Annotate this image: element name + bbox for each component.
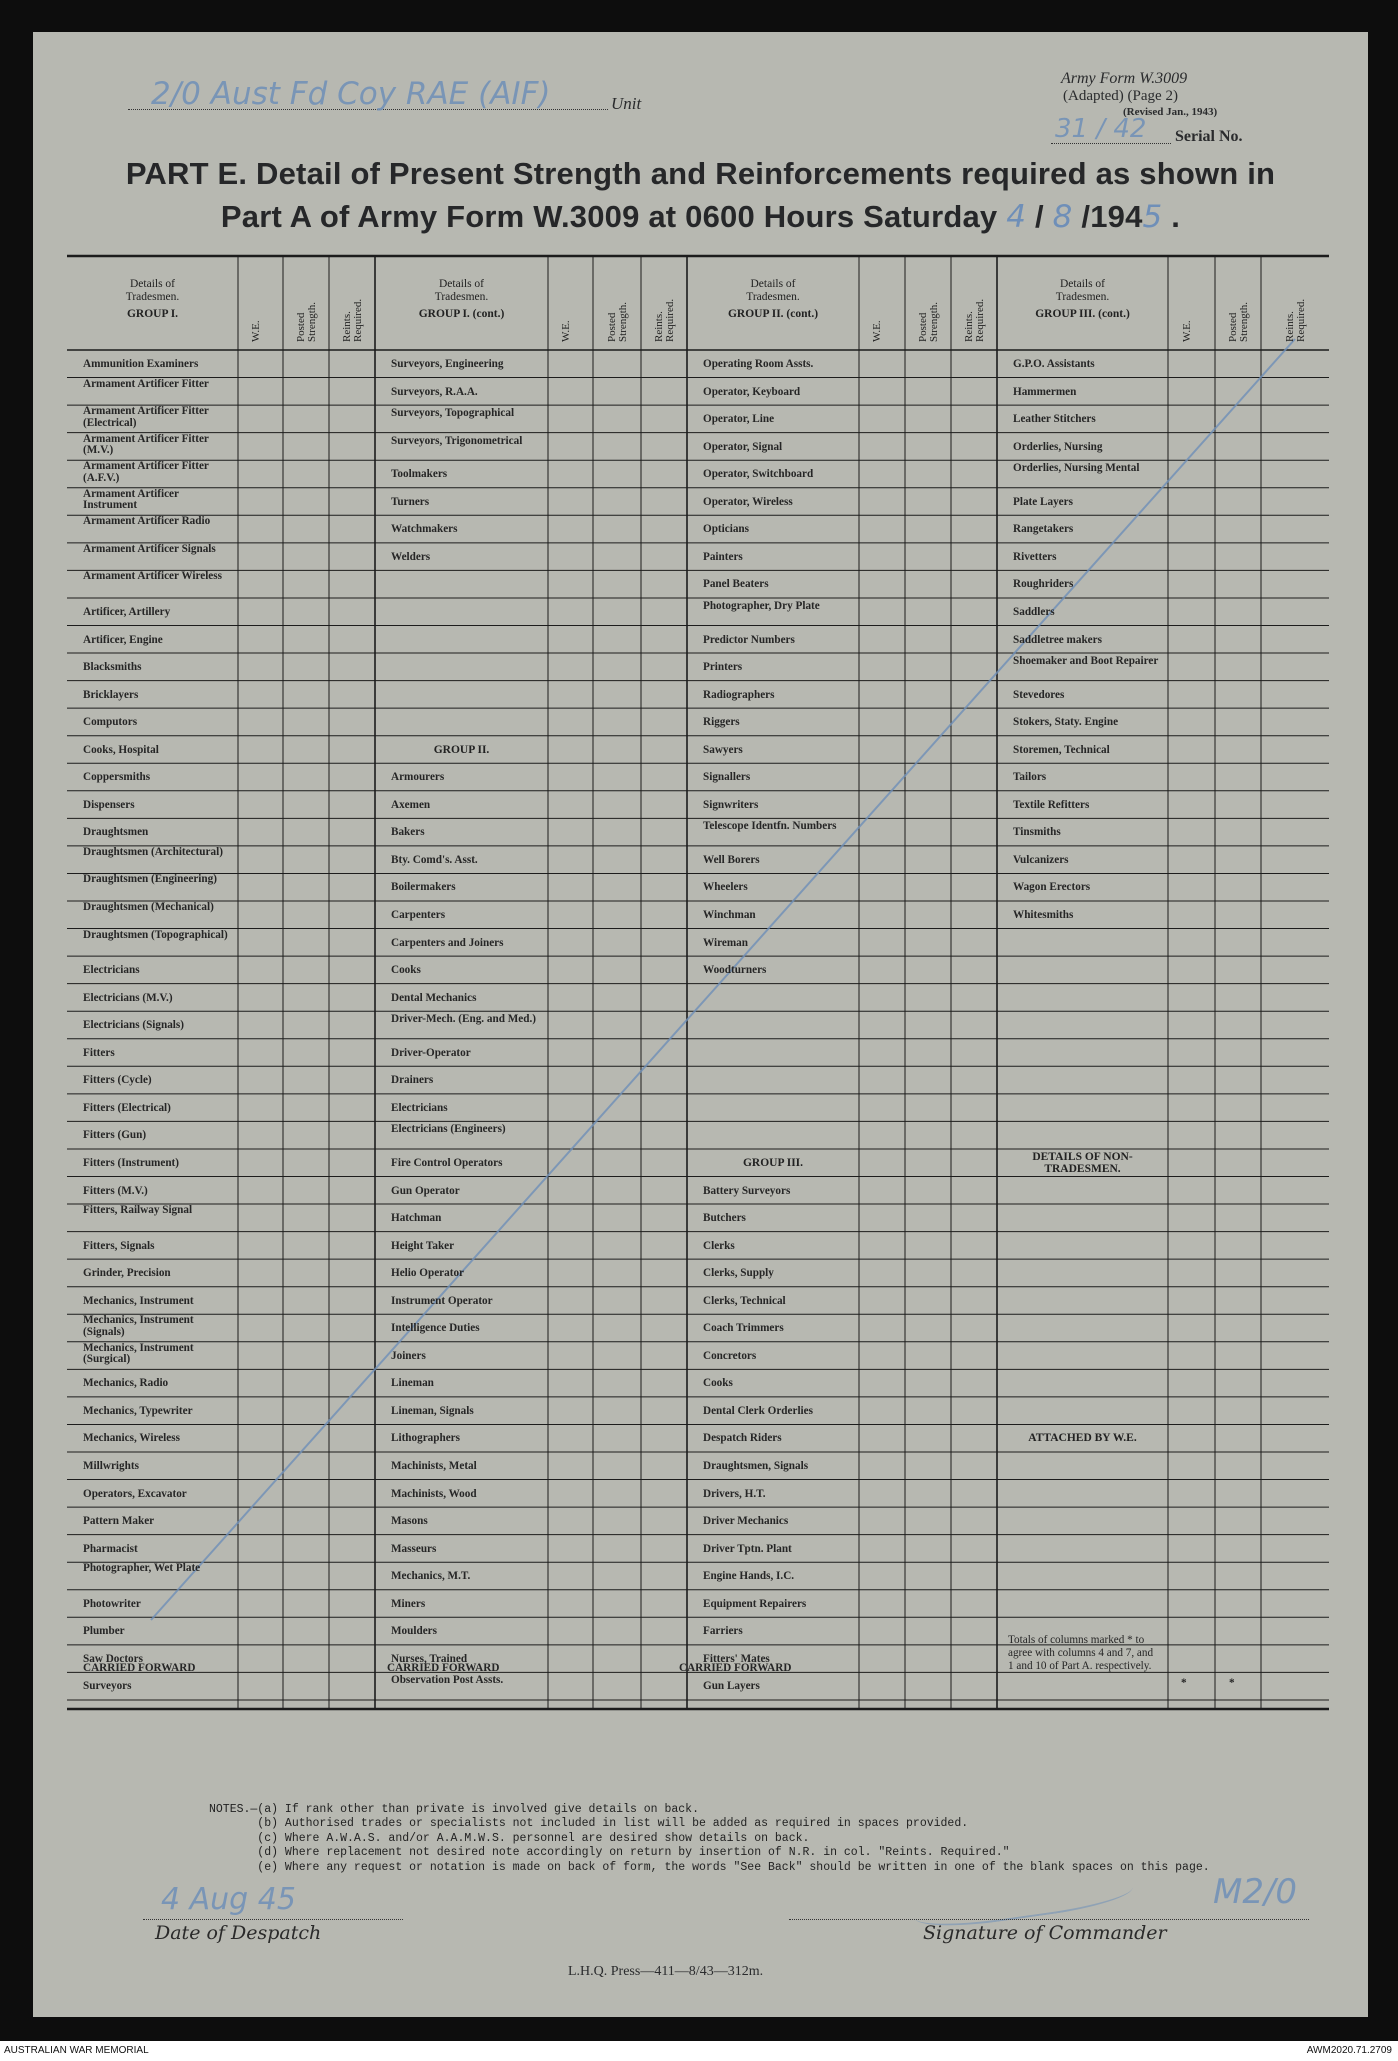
trade-row-label: Gun Operator bbox=[391, 1184, 460, 1197]
trade-row-label: Boilermakers bbox=[391, 881, 456, 894]
trade-row-label: Clerks, Supply bbox=[703, 1267, 774, 1280]
trade-row-label: Fitters (Electrical) bbox=[83, 1101, 171, 1114]
group1-header-line: Tradesmen. bbox=[125, 291, 180, 303]
trade-row-label: Vulcanizers bbox=[1013, 853, 1069, 866]
group3cont-header-line: Details of bbox=[1059, 278, 1106, 290]
trade-row-label: Drainers bbox=[391, 1074, 434, 1087]
archive-footer bbox=[0, 2041, 1398, 2061]
group3cont-reints-header: Reints. Required. bbox=[1284, 298, 1307, 342]
form-id-line2: (Adapted) (Page 2) bbox=[1063, 88, 1178, 104]
trade-row-label: Signallers bbox=[703, 771, 751, 784]
trade-row-label: Battery Surveyors bbox=[703, 1184, 791, 1197]
date-line bbox=[143, 1918, 403, 1920]
form-id-line1: Army Form W.3009 bbox=[1061, 70, 1188, 87]
trade-row-label: Machinists, Wood bbox=[391, 1487, 477, 1500]
footer-right: AWM2020.71.2709 bbox=[1306, 2045, 1392, 2056]
trade-row-label: Grinder, Precision bbox=[83, 1267, 171, 1280]
trade-row-label: Instrument Operator bbox=[391, 1294, 493, 1307]
trade-row-label: Stevedores bbox=[1013, 688, 1065, 701]
trade-row-label: Shoemaker and Boot Repairer bbox=[1013, 655, 1159, 668]
group1-posted-header: Posted Strength. bbox=[295, 301, 318, 342]
trade-row-label: Moulders bbox=[391, 1625, 437, 1638]
trade-row-label: Radiographers bbox=[703, 688, 775, 701]
trade-row-label: Cooks bbox=[391, 964, 421, 977]
trade-row-label: Armament Artificer Fitter bbox=[83, 378, 209, 390]
trade-row-label: Masseurs bbox=[391, 1542, 437, 1555]
trade-row-label: Saw Doctors bbox=[83, 1652, 143, 1665]
trade-row-label: Operating Room Assts. bbox=[703, 358, 814, 370]
group-heading: GROUP III. bbox=[742, 1156, 804, 1169]
trade-row-label: Driver-Mech. (Eng. and Med.) bbox=[391, 1013, 536, 1026]
trade-row-label: Draughtsmen (Engineering) bbox=[83, 874, 217, 886]
trade-row-label: Helio Operator bbox=[391, 1267, 465, 1280]
date-month: 8 bbox=[1052, 199, 1073, 235]
group2cont-we-header: W.E. bbox=[871, 320, 883, 342]
trade-row-label: Fitters' Mates bbox=[703, 1652, 770, 1665]
date-sep: / bbox=[1034, 199, 1044, 234]
trade-row-label: Well Borers bbox=[703, 853, 760, 866]
trade-row-label: Mechanics, M.T. bbox=[391, 1570, 471, 1583]
trade-row-label: Lineman bbox=[391, 1377, 434, 1390]
trade-row-label: G.P.O. Assistants bbox=[1013, 358, 1095, 370]
trade-row-label: Clerks bbox=[703, 1239, 735, 1252]
trade-row-label: Machinists, Metal bbox=[391, 1460, 477, 1472]
note-e: (e) Where any request or notation is made on back of form, the words "See Back" should be written in one of the blank spaces on this page. bbox=[209, 1860, 1210, 1874]
group-heading: GROUP II. bbox=[433, 743, 490, 756]
group2cont-header-line: Details of bbox=[750, 278, 796, 290]
trade-row-label: Electricians (Engineers) bbox=[391, 1123, 506, 1136]
trade-row-label: Wireman bbox=[703, 936, 748, 949]
trade-row-label: Opticians bbox=[703, 523, 750, 536]
trade-row-label: Miners bbox=[391, 1597, 426, 1610]
trade-row-label: Fitters (Cycle) bbox=[83, 1074, 152, 1087]
form-sheet bbox=[33, 32, 1368, 2017]
trade-row-label: Draughtsmen bbox=[83, 826, 149, 839]
trade-row-label: Saddlers bbox=[1013, 605, 1055, 618]
trade-row-label: Observation Post Assts. bbox=[391, 1674, 504, 1687]
trade-row-label: Mechanics, Instrument bbox=[83, 1294, 194, 1307]
trade-row-label: Electricians bbox=[391, 1101, 448, 1114]
trade-row-label: Surveyors, Trigonometrical bbox=[391, 434, 523, 447]
date-year-hand: 5 bbox=[1142, 199, 1163, 235]
trade-row-label: Blacksmiths bbox=[83, 661, 142, 674]
group1cont-posted-header: Posted Strength. bbox=[606, 301, 629, 342]
trade-row-label: Millwrights bbox=[83, 1460, 139, 1472]
trade-row-label: Orderlies, Nursing Mental bbox=[1013, 462, 1140, 475]
trade-row-label: Mechanics, Instrument (Surgical) bbox=[83, 1342, 194, 1366]
trade-row-label: Operators, Excavator bbox=[83, 1487, 187, 1500]
trade-row-label: Electricians (Signals) bbox=[83, 1019, 184, 1032]
carried-forward-1: CARRIED FORWARD bbox=[83, 1662, 196, 1674]
trade-row-label: Welders bbox=[391, 550, 431, 563]
trade-row-label: Dental Clerk Orderlies bbox=[703, 1404, 813, 1417]
group1-header-line: GROUP I. bbox=[126, 308, 179, 320]
trade-row-label: Surveyors, Engineering bbox=[391, 358, 504, 370]
trade-row-label: Joiners bbox=[391, 1349, 426, 1362]
group1-we-header: W.E. bbox=[249, 320, 262, 342]
trade-row-label: Pattern Maker bbox=[83, 1515, 155, 1528]
trade-row-label: Bakers bbox=[391, 826, 425, 839]
trade-row-label: Bricklayers bbox=[83, 688, 139, 701]
trade-row-label: Whitesmiths bbox=[1013, 909, 1074, 921]
trade-row-label: Armament Artificer Fitter (M.V.) bbox=[83, 433, 209, 457]
trade-row-label: Masons bbox=[391, 1515, 428, 1528]
trade-row-label: Engine Hands, I.C. bbox=[703, 1570, 795, 1583]
trade-row-label: Riggers bbox=[703, 716, 740, 729]
note-c: (c) Where A.W.A.S. and/or A.A.M.W.S. personnel are desired show details on back. bbox=[209, 1831, 810, 1845]
trade-row-label: Equipment Repairers bbox=[703, 1597, 807, 1610]
trade-row-label: Cooks bbox=[703, 1377, 733, 1390]
date-year: /194 bbox=[1081, 199, 1143, 234]
trade-row-label: Ammunition Examiners bbox=[83, 358, 199, 370]
trade-row-label: Plate Layers bbox=[1013, 495, 1073, 508]
trade-row-label: Printers bbox=[703, 661, 743, 674]
trade-row-label: Armament Artificer Fitter (Electrical) bbox=[83, 406, 209, 429]
trade-row-label: Axemen bbox=[391, 798, 431, 811]
carried-forward-3: CARRIED FORWARD bbox=[679, 1662, 792, 1674]
trade-row-label: Fitters (Gun) bbox=[83, 1129, 147, 1142]
star-mark-1: * bbox=[1181, 1677, 1187, 1689]
note-d: (d) Where replacement not desired note accordingly on return by insertion of N.R. in col. "Reints. Required." bbox=[209, 1846, 1010, 1860]
trade-row-label: Photographer, Dry Plate bbox=[703, 599, 820, 612]
trade-row-label: Rivetters bbox=[1013, 550, 1057, 563]
trade-row-label: Pharmacist bbox=[83, 1542, 138, 1555]
group1cont-header-line: Tradesmen. bbox=[434, 291, 489, 303]
trade-row-label: Concretors bbox=[703, 1349, 757, 1362]
trade-row-label: Despatch Riders bbox=[703, 1432, 782, 1445]
trade-row-label: Height Taker bbox=[391, 1239, 455, 1252]
trade-row-label: Electricians (M.V.) bbox=[83, 991, 173, 1004]
date-of-despatch-label: Date of Despatch bbox=[155, 1922, 322, 1944]
trade-row-label: Intelligence Duties bbox=[391, 1322, 480, 1335]
trade-row-label: Mechanics, Typewriter bbox=[83, 1404, 193, 1417]
trade-row-label: Armament Artificer Radio bbox=[83, 516, 211, 528]
group1cont-header-line: Details of bbox=[438, 278, 485, 290]
group1-header bbox=[67, 278, 238, 321]
group3cont-we-header: W.E. bbox=[1180, 320, 1193, 342]
trade-row-label: Orderlies, Nursing bbox=[1013, 440, 1103, 453]
signature-note: M2/0 bbox=[1213, 1872, 1298, 1912]
date-handwritten: 4 Aug 45 bbox=[161, 1882, 296, 1917]
trade-row-label: Surveyors, Topographical bbox=[391, 407, 515, 420]
trade-row-label: Dental Mechanics bbox=[391, 991, 477, 1004]
trade-row-label: Turners bbox=[391, 495, 430, 508]
trade-row-label: Armament Artificer Instrument bbox=[83, 488, 179, 512]
footer-left: AUSTRALIAN WAR MEMORIAL bbox=[4, 2045, 149, 2056]
carried-forward-2: CARRIED FORWARD bbox=[387, 1662, 500, 1674]
trade-row-label: Driver Mechanics bbox=[703, 1515, 789, 1528]
trade-row-label: Electricians bbox=[83, 964, 140, 977]
signature-label: Signature of Commander bbox=[923, 1922, 1167, 1944]
trade-row-label: Armament Artificer Fitter (A.F.V.) bbox=[83, 461, 209, 484]
trade-row-label: Armament Artificer Wireless bbox=[83, 571, 222, 583]
trade-row-label: Lithographers bbox=[391, 1432, 460, 1445]
trade-row-label: Fitters (Instrument) bbox=[83, 1156, 180, 1169]
star-mark-2: * bbox=[1229, 1677, 1235, 1689]
trade-row-label: Rangetakers bbox=[1013, 523, 1074, 536]
trade-row-label: Sawyers bbox=[703, 743, 743, 756]
trade-row-label: Mechanics, Radio bbox=[83, 1377, 169, 1390]
date-day: 4 bbox=[1006, 199, 1027, 235]
trade-row-label: Coppersmiths bbox=[83, 771, 151, 784]
serial-label: Serial No. bbox=[1175, 128, 1243, 145]
group1cont-reints-header: Reints. Required. bbox=[653, 298, 676, 342]
trade-row-label: Signwriters bbox=[703, 798, 759, 811]
trade-row-label: Coach Trimmers bbox=[703, 1322, 784, 1335]
trade-row-label: Driver-Operator bbox=[391, 1046, 471, 1059]
trade-row-label: Fitters, Signals bbox=[83, 1239, 155, 1252]
trade-row-label: Photographer, Wet Plate bbox=[83, 1563, 201, 1575]
trade-row-label: Drivers, H.T. bbox=[703, 1487, 766, 1500]
trade-row-label: Stokers, Staty. Engine bbox=[1013, 716, 1119, 729]
trade-row-label: Nurses, Trained bbox=[391, 1652, 468, 1665]
trade-row-label: Tailors bbox=[1013, 771, 1047, 784]
trade-row-label: Surveyors bbox=[83, 1680, 132, 1693]
group-heading: ATTACHED BY W.E. bbox=[1028, 1432, 1137, 1445]
trade-row-label: Fitters (M.V.) bbox=[83, 1184, 148, 1197]
title-line1: PART E. Detail of Present Strength and Reinforcements required as shown in bbox=[125, 156, 1276, 191]
group-heading: DETAILS OF NON-TRADESMEN. bbox=[1032, 1150, 1133, 1175]
trade-row-label: Operator, Line bbox=[703, 413, 775, 426]
group1cont-header-line: GROUP I. (cont.) bbox=[418, 308, 505, 320]
trade-row-label: Operator, Keyboard bbox=[703, 385, 801, 398]
title-line2-text: Part A of Army Form W.3009 at 0600 Hours Saturday bbox=[220, 199, 998, 234]
trade-row-label: Wheelers bbox=[703, 881, 748, 894]
trade-row-label: Roughriders bbox=[1013, 578, 1074, 591]
group2cont-header-line: GROUP II. (cont.) bbox=[727, 308, 819, 320]
note-b: (b) Authorised trades or specialists not included in list will be added as required in spaces provided. bbox=[209, 1817, 969, 1831]
trade-row-label: Draughtsmen (Mechanical) bbox=[83, 902, 214, 913]
group2cont-reints-header: Reints. Required. bbox=[963, 298, 986, 342]
group2cont-header-line: Tradesmen. bbox=[746, 291, 800, 303]
trade-row-label: Carpenters bbox=[391, 909, 446, 921]
trade-row-label: Cooks, Hospital bbox=[83, 743, 159, 756]
trade-row-label: Mechanics, Instrument (Signals) bbox=[83, 1315, 194, 1338]
trade-row-label: Predictor Numbers bbox=[703, 633, 795, 646]
trade-row-label: Armament Artificer Signals bbox=[83, 543, 216, 555]
group3cont-header-line: Tradesmen. bbox=[1055, 291, 1110, 303]
trade-row-label: Leather Stitchers bbox=[1013, 413, 1096, 426]
trade-row-label: Butchers bbox=[703, 1212, 746, 1225]
trade-row-label: Photowriter bbox=[83, 1597, 141, 1610]
note-a: NOTES.—(a) If rank other than private is involved give details on back. bbox=[209, 1803, 699, 1816]
totals-note: Totals of columns marked * to agree with columns 4 and 7, and 1 and 10 of Part A. respectively. bbox=[1008, 1634, 1154, 1672]
trade-row-label: Painters bbox=[703, 550, 743, 563]
group3cont-header-line: GROUP III. (cont.) bbox=[1035, 308, 1130, 320]
trade-row-label: Lineman, Signals bbox=[391, 1404, 474, 1417]
trade-row-label: Dispensers bbox=[83, 798, 135, 811]
group3cont-header bbox=[997, 278, 1168, 321]
form-id-line3: (Revised Jan., 1943) bbox=[1123, 106, 1218, 118]
printer-line: L.H.Q. Press—411—8/43—312m. bbox=[568, 1964, 764, 1979]
trade-row-label: Panel Beaters bbox=[703, 578, 769, 591]
trade-row-label: Farriers bbox=[703, 1625, 743, 1638]
signature-line bbox=[789, 1918, 1309, 1920]
trade-row-label: Storemen, Technical bbox=[1013, 743, 1110, 756]
notes-block bbox=[209, 1803, 1210, 1875]
group1cont-we-header: W.E. bbox=[559, 320, 572, 342]
trade-row-label: Mechanics, Wireless bbox=[83, 1432, 180, 1445]
unit-handwritten: 2/0 Aust Fd Coy RAE (AIF) bbox=[151, 76, 551, 112]
trade-row-label: Carpenters and Joiners bbox=[391, 936, 504, 949]
trade-row-label: Artificer, Engine bbox=[83, 633, 163, 646]
trade-row-label: Draughtsmen, Signals bbox=[703, 1460, 809, 1472]
serial-handwritten: 31 / 42 bbox=[1055, 114, 1147, 144]
trade-row-label: Computors bbox=[83, 716, 138, 729]
trade-row-label: Winchman bbox=[703, 909, 756, 921]
trade-row-label: Bty. Comd's. Asst. bbox=[391, 853, 478, 866]
trade-row-label: Operator, Switchboard bbox=[703, 468, 814, 481]
trade-row-label: Gun Layers bbox=[703, 1680, 760, 1693]
trade-row-label: Operator, Signal bbox=[703, 440, 783, 453]
group3cont-posted-header: Posted Strength. bbox=[1227, 301, 1250, 342]
trade-row-label: Fitters, Railway Signal bbox=[83, 1205, 193, 1217]
trade-row-label: Operator, Wireless bbox=[703, 495, 793, 508]
trade-row-label: Fitters bbox=[83, 1046, 115, 1059]
trade-row-label: Fire Control Operators bbox=[391, 1156, 503, 1169]
trade-row-label: Surveyors, R.A.A. bbox=[391, 385, 478, 398]
trade-row-label: Wagon Erectors bbox=[1013, 881, 1091, 894]
trade-row-label: Clerks, Technical bbox=[703, 1294, 786, 1307]
trade-row-label: Hammermen bbox=[1013, 385, 1077, 398]
trade-row-label: Saddletree makers bbox=[1013, 633, 1102, 646]
trade-row-label: Artificer, Artillery bbox=[83, 605, 171, 618]
group2cont-posted-header: Posted Strength. bbox=[917, 301, 940, 342]
group1-reints-header: Reints. Required. bbox=[341, 298, 364, 342]
trade-row-label: Textile Refitters bbox=[1013, 798, 1090, 811]
trade-row-label: Armourers bbox=[391, 771, 445, 784]
trade-row-label: Draughtsmen (Topographical) bbox=[83, 929, 228, 941]
trade-row-label: Plumber bbox=[83, 1625, 125, 1638]
trade-row-label: Woodturners bbox=[703, 964, 767, 977]
trade-row-label: Telescope Identfn. Numbers bbox=[703, 820, 837, 833]
trade-row-label: Toolmakers bbox=[391, 468, 448, 481]
trade-row-label: Tinsmiths bbox=[1013, 826, 1061, 839]
trade-row-label: Watchmakers bbox=[391, 523, 458, 536]
unit-label: Unit bbox=[611, 94, 642, 113]
group1cont-header bbox=[375, 278, 548, 321]
group2cont-header bbox=[687, 278, 859, 321]
trade-row-label: Driver Tptn. Plant bbox=[703, 1542, 792, 1555]
trade-row-label: Hatchman bbox=[391, 1212, 442, 1225]
title-line2: Part A of Army Form W.3009 at 0600 Hours Saturday 4 / 8 /1945 . bbox=[220, 199, 1181, 235]
group1-header-line: Details of bbox=[129, 278, 176, 290]
trade-row-label: Draughtsmen (Architectural) bbox=[83, 846, 223, 858]
